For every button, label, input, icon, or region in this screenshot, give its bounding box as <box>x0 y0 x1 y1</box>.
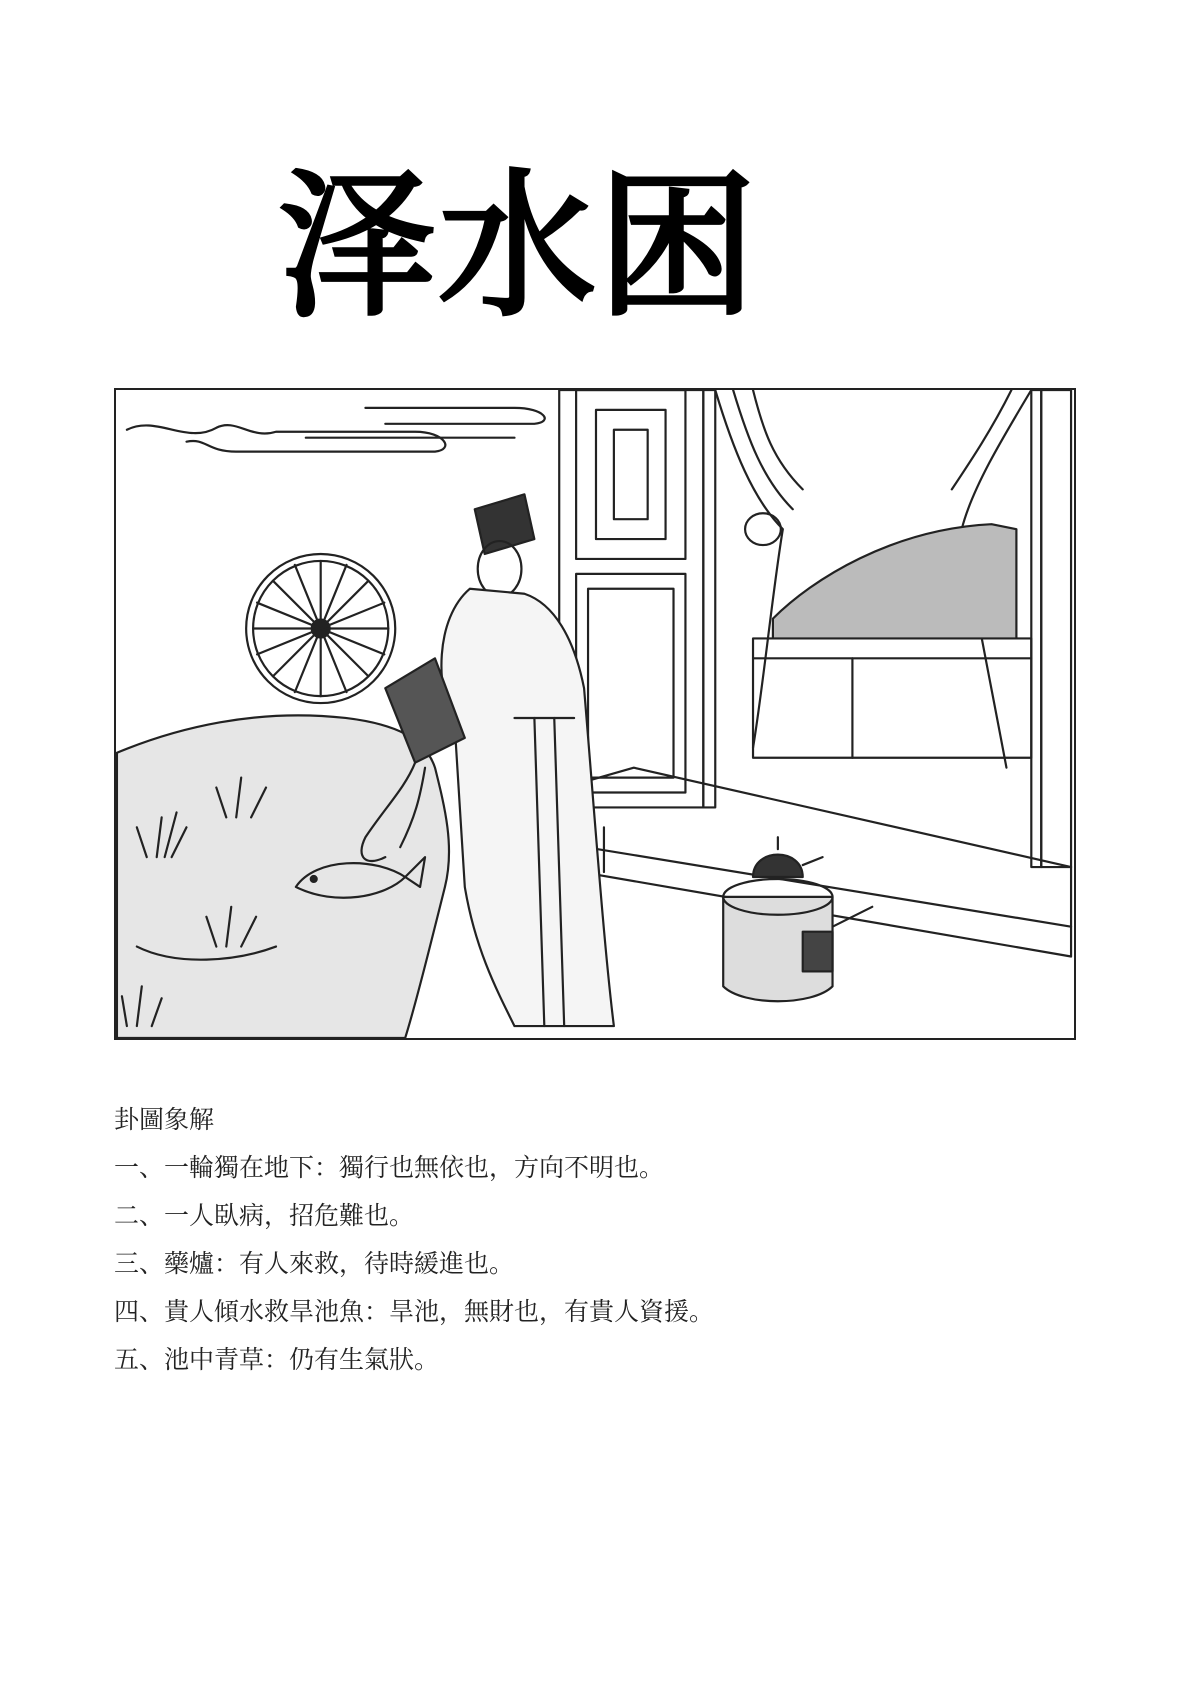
page-title: 泽水困 <box>278 155 758 339</box>
wheel-drawing <box>246 554 395 703</box>
explanation-item-3: 三、藥爐：有人來救，待時緩進也。 <box>114 1249 515 1278</box>
explanation-item-1: 一、一輪獨在地下：獨行也無依也，方向不明也。 <box>114 1153 665 1182</box>
pond-bank-drawing <box>117 715 449 1038</box>
section-heading: 卦圖象解 <box>114 1105 215 1134</box>
explanation-text <box>114 1096 1074 1384</box>
explanation-item-5: 五、池中青草：仍有生氣狀。 <box>114 1345 440 1374</box>
explanation-item-2: 二、一人臥病，招危難也。 <box>114 1201 415 1230</box>
illustration <box>114 388 1076 1040</box>
explanation-item-4: 四、貴人傾水救旱池魚：旱池，無財也，有貴人資援。 <box>114 1297 715 1326</box>
cloud-drawing <box>127 408 545 452</box>
